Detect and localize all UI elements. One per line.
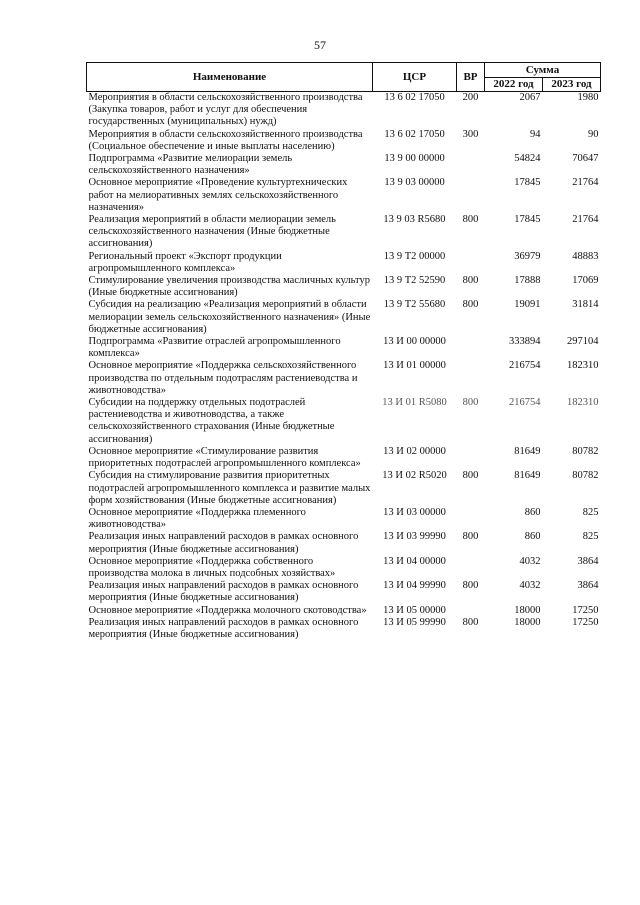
row-csr-code: 13 9 Т2 52590 xyxy=(383,275,446,287)
row-csr-code: 13 И 03 00000 xyxy=(383,506,446,518)
row-csr-code: 13 И 05 00000 xyxy=(383,604,446,616)
row-vr-code: 800 xyxy=(462,616,479,628)
row-csr-code: 13 И 01 00000 xyxy=(383,360,446,372)
row-csr-code: 13 И 02 00000 xyxy=(383,445,446,457)
row-sum-2023: 3864 xyxy=(577,555,599,567)
row-name: Основное мероприятие «Стимулирование развития приоритетных подотраслей агропромышленного комплекса» xyxy=(88,445,361,470)
row-name: Основное мероприятие «Поддержка сельскохозяйственного производства по отдельным подотраслям растениеводства и животноводства» xyxy=(88,360,358,396)
header-year-2022: 2022 год xyxy=(485,77,543,92)
row-sum-2022: 333894 xyxy=(509,336,541,348)
table-row xyxy=(87,605,601,617)
table-row xyxy=(87,470,601,507)
table-row xyxy=(87,580,601,604)
table-row xyxy=(87,299,601,336)
row-sum-2022: 216754 xyxy=(509,360,541,372)
row-vr-code: 800 xyxy=(462,580,479,592)
row-name: Основное мероприятие «Проведение культуртехнических работ на мелиоративных землях сельскохозяйственного назначения» xyxy=(88,177,348,213)
row-sum-2023: 80782 xyxy=(572,470,599,482)
row-name: Стимулирование увеличения производства масличных культур (Иные бюджетные ассигнования) xyxy=(88,275,370,299)
row-name: Подпрограмма «Развитие мелиорации земель сельскохозяйственного назначения» xyxy=(88,153,293,177)
row-sum-2022: 4032 xyxy=(519,580,541,592)
row-sum-2022: 94 xyxy=(530,128,541,140)
row-name: Региональный проект «Экспорт продукции агропромышленного комплекса» xyxy=(88,250,282,274)
row-sum-2022: 81649 xyxy=(514,470,541,482)
row-sum-2023: 90 xyxy=(588,128,599,140)
row-name: Основное мероприятие «Поддержка собственного производства молока в личных подсобных хозяйствах» xyxy=(88,555,336,579)
row-csr-code: 13 9 00 00000 xyxy=(384,153,445,165)
row-vr-code xyxy=(457,556,485,580)
row-csr-code: 13 6 02 17050 xyxy=(384,92,445,103)
row-sum-2023: 21764 xyxy=(572,214,599,226)
row-vr-code: 800 xyxy=(462,397,479,409)
row-sum-2022: 54824 xyxy=(514,153,541,165)
row-name: Субсидия на реализацию «Реализация мероприятий в области мелиорации земель сельскохозяйственного назначения» (Иные бюджетные ассигнования) xyxy=(88,299,371,335)
row-sum-2022: 216754 xyxy=(509,397,541,409)
table-row xyxy=(87,177,601,214)
header-year-2023: 2023 год xyxy=(543,77,601,92)
row-csr-code: 13 9 03 00000 xyxy=(384,177,445,189)
row-vr-code: 800 xyxy=(462,299,479,311)
row-name: Субсидия на стимулирование развития приоритетных подотраслей агропромышленного комплекса и развитие малых форм хозяйствования (Иные бюджетные ассигнования) xyxy=(88,470,371,506)
row-sum-2023: 21764 xyxy=(572,177,599,189)
row-csr-code: 13 6 02 17050 xyxy=(384,128,445,140)
row-vr-code: 800 xyxy=(462,275,479,287)
table-row xyxy=(87,360,601,397)
row-name: Подпрограмма «Развитие отраслей агропромышленного комплекса» xyxy=(88,336,341,360)
header-csr: ЦСР xyxy=(373,63,457,92)
row-name: Мероприятия в области сельскохозяйственного производства (Социальное обеспечение и иные выплаты населению) xyxy=(88,128,363,152)
row-name: Основное мероприятие «Поддержка племенного животноводства» xyxy=(88,506,306,531)
row-csr-code: 13 И 00 00000 xyxy=(383,336,446,348)
table-row xyxy=(87,275,601,299)
budget-table-container xyxy=(86,62,600,641)
row-csr-code: 13 И 03 99990 xyxy=(383,531,446,543)
row-sum-2022: 860 xyxy=(524,506,541,518)
table-row xyxy=(87,507,601,531)
table-row xyxy=(87,214,601,251)
row-sum-2023: 825 xyxy=(582,531,599,543)
table-row xyxy=(87,92,601,129)
header-vr: ВР xyxy=(457,63,485,92)
table-header xyxy=(87,63,601,92)
row-sum-2023: 17069 xyxy=(572,275,599,287)
row-name: Реализация иных направлений расходов в рамках основного мероприятия (Иные бюджетные ассигнования) xyxy=(88,616,359,640)
row-name: Субсидии на поддержку отдельных подотраслей растениеводства и животноводства, а также сельскохозяйственного страхования (Иные бюджетные ассигнования) xyxy=(88,397,335,445)
row-sum-2023: 17250 xyxy=(572,604,599,616)
row-name: Реализация иных направлений расходов в рамках основного мероприятия (Иные бюджетные ассигнования) xyxy=(88,580,359,604)
table-row xyxy=(87,153,601,177)
row-sum-2023: 3864 xyxy=(577,580,599,592)
row-vr-code xyxy=(457,507,485,531)
row-sum-2023: 182310 xyxy=(567,360,599,372)
table-row xyxy=(87,531,601,555)
row-csr-code: 13 И 05 99990 xyxy=(383,616,446,628)
row-vr-code: 800 xyxy=(462,470,479,482)
row-vr-code xyxy=(457,251,485,275)
row-sum-2022: 17845 xyxy=(514,177,541,189)
row-vr-code: 800 xyxy=(462,531,479,543)
row-sum-2023: 182310 xyxy=(567,397,599,409)
row-vr-code xyxy=(457,153,485,177)
budget-table xyxy=(86,62,601,641)
table-row xyxy=(87,556,601,580)
row-sum-2022: 18000 xyxy=(514,604,541,616)
row-sum-2023: 80782 xyxy=(572,445,599,457)
row-sum-2022: 2067 xyxy=(519,92,541,103)
row-vr-code xyxy=(457,177,485,214)
table-row xyxy=(87,251,601,275)
row-vr-code xyxy=(457,360,485,397)
row-csr-code: 13 И 02 R5020 xyxy=(382,470,447,482)
table-row xyxy=(87,446,601,470)
table-row xyxy=(87,397,601,446)
row-name: Реализация иных направлений расходов в рамках основного мероприятия (Иные бюджетные ассигнования) xyxy=(88,531,359,555)
row-sum-2022: 81649 xyxy=(514,445,541,457)
row-csr-code: 13 9 Т2 00000 xyxy=(383,250,446,262)
row-vr-code xyxy=(457,446,485,470)
row-csr-code: 13 И 04 99990 xyxy=(383,580,446,592)
row-vr-code xyxy=(457,336,485,360)
row-sum-2022: 17888 xyxy=(514,275,541,287)
row-vr-code: 300 xyxy=(462,128,479,140)
row-sum-2023: 17250 xyxy=(572,616,599,628)
row-sum-2022: 17845 xyxy=(514,214,541,226)
row-vr-code xyxy=(457,605,485,617)
row-name: Реализация мероприятий в области мелиорации земель сельскохозяйственного назначения (Иные бюджетные ассигнования) xyxy=(88,214,336,250)
row-vr-code: 800 xyxy=(462,214,479,226)
table-body xyxy=(87,92,601,642)
row-sum-2022: 4032 xyxy=(519,555,541,567)
row-sum-2023: 31814 xyxy=(572,299,599,311)
row-sum-2023: 48883 xyxy=(572,250,599,262)
row-sum-2023: 1980 xyxy=(577,92,599,103)
row-sum-2022: 19091 xyxy=(514,299,541,311)
row-name: Основное мероприятие «Поддержка молочного скотоводства» xyxy=(88,604,367,616)
row-csr-code: 13 9 03 R5680 xyxy=(383,214,446,226)
row-sum-2023: 825 xyxy=(582,506,599,518)
header-sum: Сумма xyxy=(485,63,601,78)
row-vr-code: 200 xyxy=(462,92,479,103)
row-sum-2022: 860 xyxy=(524,531,541,543)
row-name: Мероприятия в области сельскохозяйственного производства (Закупка товаров, работ и услуг для обеспечения государственных (муниципальных) нужд) xyxy=(88,92,363,128)
table-row xyxy=(87,129,601,153)
row-csr-code: 13 9 Т2 55680 xyxy=(383,299,446,311)
table-row xyxy=(87,617,601,641)
row-sum-2023: 297104 xyxy=(567,336,599,348)
row-csr-code: 13 И 01 R5080 xyxy=(382,397,447,409)
table-row xyxy=(87,336,601,360)
row-sum-2022: 18000 xyxy=(514,616,541,628)
row-csr-code: 13 И 04 00000 xyxy=(383,555,446,567)
header-name: Наименование xyxy=(87,63,373,92)
row-sum-2023: 70647 xyxy=(572,153,599,165)
row-sum-2022: 36979 xyxy=(514,250,541,262)
page-number: 57 xyxy=(314,38,326,52)
